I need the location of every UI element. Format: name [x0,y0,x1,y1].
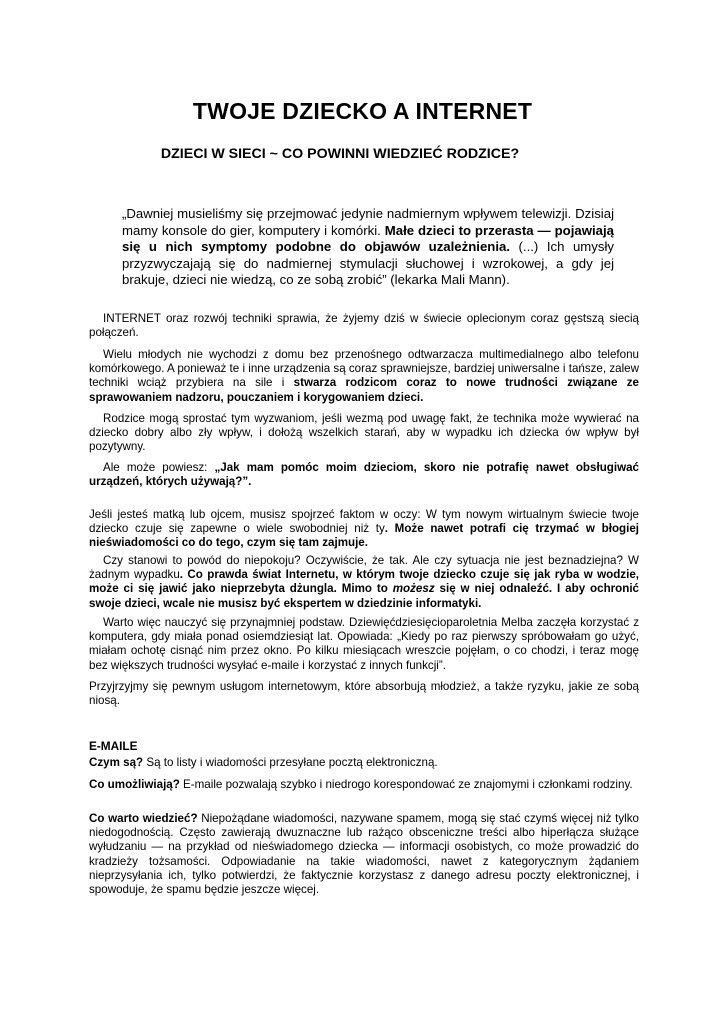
paragraph-7: Warto więc nauczyć się przynajmniej podstaw. Dziewięćdziesięcioparoletnia Melba zaczęła korzystać z komputera, gdy miała ponad osiemdziesiąt lat. Opowiada: „Kiedy po raz pierwszy spróbowałam go użyć, miałam ochotę cisnąć nim przez okno. Po kilku miesiącach wreszcie pojęłam, o co chodzi, i teraz mogę bez większych trudności wysyłać e-maile i korzystać z innych funkcji”. [89,616,639,672]
emaile-what-answer: Są to listy i wiadomości przesyłane pocztą elektroniczną. [143,756,438,769]
paragraph-6-text: Czy stanowi to powód do niepokoju? Oczywiście, że tak. Ale czy sytuacja nie jest beznadziejna? W żadnym wypadku [89,554,639,582]
emaile-enables-question: Co umożliwiają? [89,778,180,791]
paragraph-8: Przyjrzyjmy się pewnym usługom internetowym, które absorbują młodzież, a także ryzyku, jakie ze sobą niosą. [89,680,639,708]
emaile-what [89,756,639,770]
quote-bold: Małe dzieci to przerasta — pojawiają się u nich symptomy podobne do objawów uzależnienia. [122,222,614,255]
paragraph-1: INTERNET oraz rozwój techniki sprawia, że żyjemy dziś w świecie oplecionym coraz gęstszą siecią połączeń. [89,312,639,340]
quote-text-2: (...) Ich umysły przyzwyczajają się do nadmiernej stymulacji słuchowej i wzrokowej, a gdy jej brakuje, dzieci nie wiedzą, co ze sobą zrobić” (lekarka Mali Mann). [122,239,615,288]
quote-text-1: „Dawniej musieliśmy się przejmować jedynie nadmiernym wpływem telewizji. Dzisiaj mamy konsole do gier, komputery i komórki. [122,206,614,238]
paragraph-2-bold: stwarza rodzicom coraz to nowe trudności związane ze sprawowaniem nadzoru, pouczaniem i korygowaniem dzieci. [89,376,639,404]
paragraph-4-text: Ale może powiesz: [103,461,215,474]
paragraph-6-bold-2: się w niej odnaleźć. I aby ochronić swoje dzieci, wcale nie musisz być ekspertem w dziedzinie informatyki. [89,582,640,610]
emaile-enables-answer: E-maile pozwalają szybko i niedrogo korespondować ze znajomymi i członkami rodziny. [179,778,633,791]
section-heading-emaile: E-MAILE [89,739,138,753]
emaile-know-question: Co warto wiedzieć? [89,812,198,825]
paragraph-2 [89,348,639,405]
page-title: TWOJE DZIECKO A INTERNET [192,98,533,124]
paragraph-6-bold-italic: możesz [392,582,435,596]
paragraph-4 [89,461,639,489]
page-subtitle: DZIECI W SIECI ~ CO POWINNI WIEDZIEĆ RODZICE? [160,146,520,162]
paragraph-6 [89,554,639,611]
emaile-know-answer: Niepożądane wiadomości, nazywane spamem, mogą się stać czymś więcej niż tylko niedogodnością. Często zawierają dwuznaczne lub rażąco obsceniczne treści albo hiperłącza służące wyłudzaniu — na przykład od nieświadomego dziecka — informacji osobistych, co może prowadzić do kradzieży tożsamości. Odpowiadanie na takie wiadomości, nawet z kategorycznym żądaniem nieprzysyłania ich, tylko potwierdzi, że faktycznie korzystasz z danego adresu poczty elektronicznej, i spowoduje, że spamu będzie jeszcze więcej. [89,812,639,897]
paragraph-4-bold: „Jak mam pomóc moim dzieciom, skoro nie potrafię nawet obsługiwać urządzeń, których używają?”. [89,461,639,489]
paragraph-5-text: Jeśli jesteś matką lub ojcem, musisz spojrzeć faktom w oczy: W tym nowym wirtualnym świecie twoje dziecko czuje się zapewne o wiele swobodniej niż ty [89,508,639,536]
paragraph-3: Rodzice mogą sprostać tym wyzwaniom, jeśli wezmą pod uwagę fakt, że technika może wywierać na dziecko dobry albo zły wpływ, i dołożą wszelkich starań, aby w wypadku ich dziecka ów wpływ był pozytywny. [89,412,639,454]
paragraph-5 [89,508,639,551]
emaile-what-question: Czym są? [89,756,144,769]
paragraph-6-bold-1: . Co prawda świat Internetu, w którym twoje dziecko czuje się jak ryba w wodzie, może ci się jawić jako nieprzebyta dżungla. Mimo to [89,568,639,596]
paragraph-2-text: Wielu młodych nie wychodzi z domu bez przenośnego odtwarzacza multimedialnego albo telefonu komórkowego. A ponieważ te i inne urządzenia są coraz sprawniejsze, bardziej uniwersalne i tańsze, zalew techniki wciąż przybiera na sile i [89,348,639,390]
emaile-know [89,812,639,897]
paragraph-5-bold: . Może nawet potrafi cię trzymać w błogiej nieświadomości co do tego, czym się tam zajmuje. [89,522,639,550]
emaile-enables [89,778,639,792]
intro-quote [122,206,614,289]
